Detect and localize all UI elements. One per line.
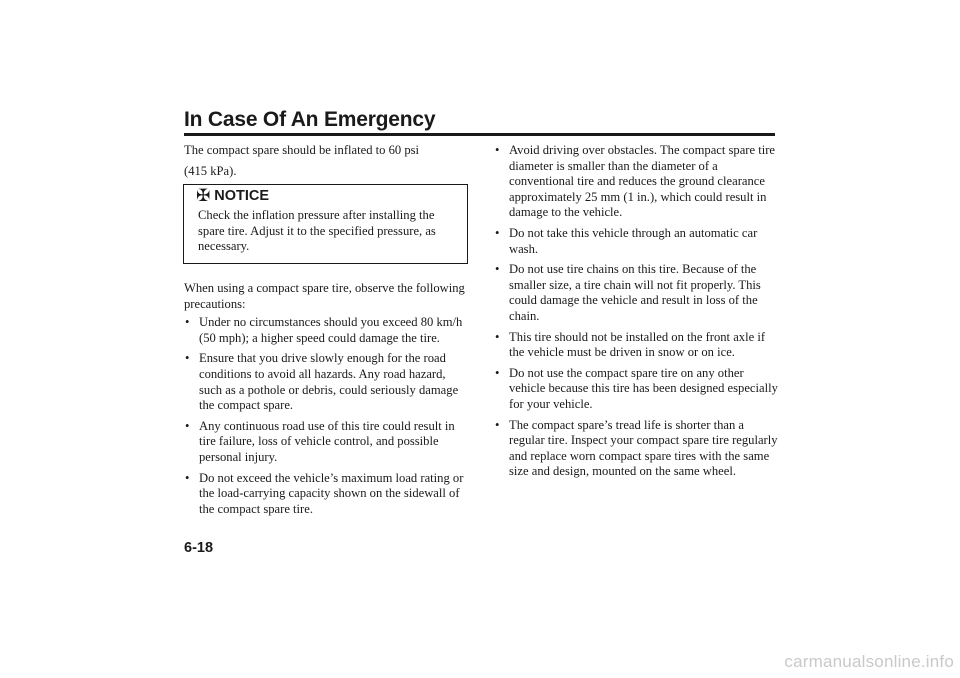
list-item	[184, 419, 468, 466]
bullet-icon: •	[495, 417, 500, 432]
bullet-icon: •	[185, 418, 190, 433]
list-item-text: Ensure that you drive slowly enough for the road conditions to avoid all hazards. Any road hazard, such as a pothole or debris, could seriously damage the compact spare.	[199, 351, 459, 413]
bullet-icon: •	[185, 315, 190, 330]
list-item-text: Under no circumstances should you exceed 80 km/h (50 mph); a higher speed could damage the tire.	[199, 315, 463, 345]
left-bullet-list	[184, 315, 468, 517]
list-item	[184, 471, 468, 518]
list-item	[494, 418, 778, 480]
notice-header	[198, 188, 461, 205]
bullet-icon: •	[185, 351, 190, 366]
notice-box	[183, 184, 468, 264]
bullet-icon: •	[495, 225, 500, 240]
page-number: 6-18	[184, 540, 214, 556]
list-item	[494, 143, 778, 221]
list-item-text: Any continuous road use of this tire could result in tire failure, loss of vehicle control, and possible personal injury.	[199, 418, 455, 464]
list-item-text: Do not take this vehicle through an automatic car wash.	[509, 225, 758, 256]
watermark-text: carmanualsonline.info	[784, 652, 954, 671]
right-column	[494, 143, 778, 485]
heading-rule	[184, 133, 775, 136]
bullet-icon: •	[495, 365, 500, 380]
precaution-intro: When using a compact spare tire, observe the following precautions:	[184, 280, 465, 311]
list-item-text: The compact spare’s tread life is shorter than a regular tire. Inspect your compact spare tire regularly and replace worn compact spare tires with the same size and design, mounted on the same wheel.	[509, 417, 778, 479]
list-item-text: Do not use tire chains on this tire. Because of the smaller size, a tire chain will not fit properly. This could damage the vehicle and result in loss of the chain.	[509, 262, 761, 323]
list-item-text: Avoid driving over obstacles. The compact spare tire diameter is smaller than the diameter of a conventional tire and reduces the ground clearance approximately 25 mm (1 in.), which could result in damage to the vehicle.	[509, 143, 776, 220]
list-item-text: Do not exceed the vehicle’s maximum load rating or the load-carrying capacity shown on the sidewall of the compact spare tire.	[199, 470, 464, 516]
right-bullet-list	[494, 143, 778, 480]
notice-text: Check the inflation pressure after installing the spare tire. Adjust it to the specified pressure, as necessary.	[198, 208, 436, 254]
intro-line-2: (415 kPa).	[184, 163, 237, 178]
intro-line-1: The compact spare should be inflated to 60 psi	[184, 143, 420, 157]
bullet-icon: •	[185, 470, 190, 485]
list-item	[494, 366, 778, 413]
bullet-icon: •	[495, 143, 500, 157]
left-column	[184, 143, 468, 522]
page-title: In Case Of An Emergency	[184, 108, 436, 131]
list-item	[494, 262, 778, 324]
notice-title: NOTICE	[214, 187, 270, 204]
notice-star-icon: ✠	[196, 186, 211, 207]
list-item-text: Do not use the compact spare tire on any other vehicle because this tire has been designed especially for your vehicle.	[509, 365, 778, 411]
bullet-icon: •	[495, 262, 500, 277]
list-item	[184, 351, 468, 413]
list-item	[494, 226, 778, 257]
list-item	[494, 330, 778, 361]
list-item	[184, 315, 468, 346]
bullet-icon: •	[495, 329, 500, 344]
list-item-text: This tire should not be installed on the front axle if the vehicle must be driven in snow or on ice.	[509, 329, 766, 360]
